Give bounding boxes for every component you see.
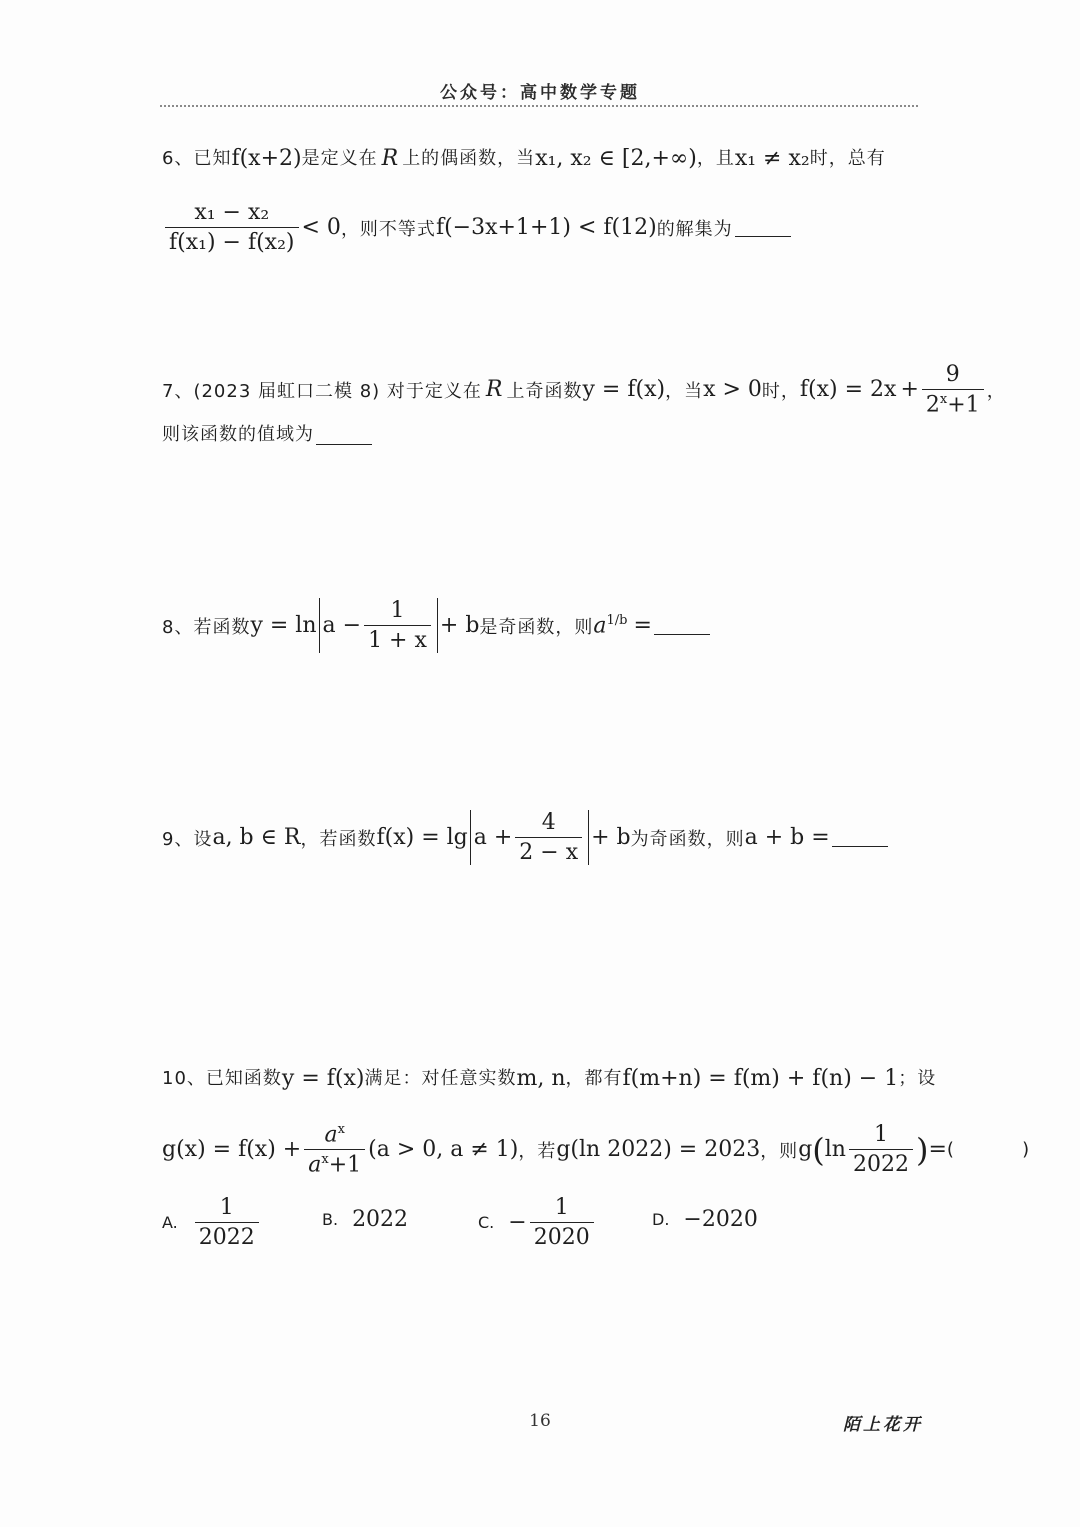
question-9 xyxy=(162,810,888,865)
q10-condition: (a > 0, a ≠ 1) xyxy=(368,1137,519,1163)
option-d[interactable] xyxy=(652,1207,758,1232)
q6-expr-3: x₁, x₂ ∈ [2,+∞) xyxy=(535,146,697,171)
q10-text-1: 满足：对任意实数 xyxy=(364,1068,517,1089)
option-a-letter: A. xyxy=(162,1213,178,1232)
q10-g: g xyxy=(798,1137,813,1163)
q10-expr-5: g(ln 2022) = 2023 xyxy=(556,1137,761,1163)
q9-text-1: ，若函数 xyxy=(300,828,377,850)
q6-text-1: 是定义在 xyxy=(301,148,378,169)
option-c-denominator: 2020 xyxy=(530,1222,594,1250)
q6-fraction-denominator: f(x₁) − f(x₂) xyxy=(165,227,299,255)
option-c-letter: C. xyxy=(478,1213,495,1232)
q10-expr-2: m, n xyxy=(516,1066,566,1091)
q9-expr-4: a + b = xyxy=(744,825,830,850)
q6-answer-blank[interactable] xyxy=(735,218,791,237)
q10-answer-paren[interactable]: ( ) xyxy=(946,1139,1031,1161)
q10-fraction-denominator: $a^x+1$ xyxy=(304,1149,365,1177)
q7-expr-2: y = f(x) xyxy=(582,377,666,403)
q7-text-4: ， xyxy=(986,380,1006,402)
q6-expr-5-exponent: x+1 xyxy=(485,215,530,240)
q7-expr-1: R xyxy=(485,377,503,403)
q6-text-3: ，且 xyxy=(696,148,735,169)
question-7-line-1 xyxy=(162,362,1006,417)
q8-expr-2: + b xyxy=(439,613,480,638)
q8-power-exponent: 1/b xyxy=(606,612,628,628)
option-c-numerator: 1 xyxy=(554,1195,569,1220)
q6-text-6: 的解集为 xyxy=(656,218,733,240)
q9-text-2: 为奇函数，则 xyxy=(630,828,745,850)
q6-expr-4: x₁ ≠ x₂ xyxy=(734,146,810,171)
q9-fraction-denominator: 2 − x xyxy=(515,837,582,865)
q8-power-base: a xyxy=(593,613,607,639)
question-6-line-1 xyxy=(162,145,886,173)
q6-expr-1: f(x+2) xyxy=(231,146,302,171)
option-a-denominator: 2022 xyxy=(195,1222,259,1250)
q9-abs-a: a + xyxy=(473,825,513,850)
q6-text-2: 上的偶函数，当 xyxy=(402,148,536,169)
q8-equals: = xyxy=(633,613,652,638)
q8-fraction xyxy=(364,598,431,653)
q8-answer-blank[interactable] xyxy=(654,616,710,635)
q7-fraction xyxy=(922,362,984,417)
option-c-fraction xyxy=(530,1195,594,1250)
q10-text-4: ，若 xyxy=(518,1140,557,1162)
header-divider xyxy=(160,105,918,107)
q10-expr-1: y = f(x) xyxy=(281,1066,365,1091)
q8-text-1: 是奇函数，则 xyxy=(479,616,594,638)
q7-expr-4-a: f(x) = 2 xyxy=(799,377,885,403)
q8-absolute-value xyxy=(319,598,438,653)
option-a-fraction xyxy=(195,1195,259,1250)
q9-fraction xyxy=(515,810,582,865)
q10-fraction-2-numerator: 1 xyxy=(873,1122,888,1148)
q10-fraction-2 xyxy=(849,1122,913,1177)
q9-expr-1: a, b ∈ R xyxy=(212,825,301,850)
question-6-line-2 xyxy=(162,200,791,255)
q10-text-2: ，都有 xyxy=(565,1068,623,1089)
option-b-letter: B. xyxy=(322,1210,339,1229)
q9-prefix: 9、设 xyxy=(162,828,213,850)
q10-fraction-2-denominator: 2022 xyxy=(849,1149,913,1177)
question-7-line-2 xyxy=(162,421,372,449)
footer-signature: 陌上花开 xyxy=(843,1415,923,1435)
q7-fraction-numerator: 9 xyxy=(945,362,960,387)
q6-text-4: 时，总有 xyxy=(809,148,886,169)
option-a-numerator: 1 xyxy=(219,1195,234,1220)
q9-expr-3: + b xyxy=(591,825,631,850)
option-b-value: 2022 xyxy=(352,1207,409,1232)
q7-prefix: 7、(2023 届虹口二模 8) 对于定义在 xyxy=(162,380,482,402)
q10-ln: ln xyxy=(824,1137,846,1163)
q8-abs-a: a − xyxy=(322,613,362,638)
q10-prefix: 10、已知函数 xyxy=(162,1068,282,1089)
q6-inequality: < 0 xyxy=(301,215,341,240)
question-10-line-2: g(x) = f(x) + $\frac{a^x}{a^x+1}$ (a > 0, a ≠ 1) ，若 g(ln 2022) = 2023 ，则 g ( ln $\frac{1}{2022}$ ) = ( ) xyxy=(162,1122,1031,1178)
q6-expr-5-a: f(−3 xyxy=(435,215,486,240)
q9-fraction-numerator: 4 xyxy=(541,810,556,835)
q6-text-5: ，则不等式 xyxy=(340,218,436,240)
option-c-sign: − xyxy=(508,1210,527,1235)
q10-fraction-numerator: $a^x$ xyxy=(324,1122,345,1148)
q7-text-2: ，当 xyxy=(665,380,704,402)
q6-prefix: 6、已知 xyxy=(162,148,232,169)
q6-expr-5-b: +1) < f(12) xyxy=(529,215,657,240)
option-d-letter: D. xyxy=(652,1210,670,1229)
q7-plus: + xyxy=(900,377,919,403)
q7-expr-4-exponent: x xyxy=(884,377,897,403)
option-b[interactable] xyxy=(322,1207,408,1232)
question-10-line-1 xyxy=(162,1065,936,1093)
q7-text-1: 上奇函数 xyxy=(506,380,583,402)
q9-expr-2: f(x) = lg xyxy=(376,825,468,850)
question-8 xyxy=(162,598,710,653)
q10-expr-3: f(m+n) = f(m) + f(n) − 1 xyxy=(622,1066,899,1091)
page-number: 16 xyxy=(529,1411,551,1431)
q8-expr-1: y = ln xyxy=(250,613,317,638)
q10-text-3: ；设 xyxy=(898,1068,937,1089)
option-c[interactable] xyxy=(478,1195,597,1250)
q7-answer-blank[interactable] xyxy=(316,426,372,445)
q10-fraction xyxy=(304,1122,365,1178)
q7-text-3: 时， xyxy=(761,380,800,402)
q7-text-5: 则该函数的值域为 xyxy=(162,424,314,445)
option-d-value: −2020 xyxy=(683,1207,758,1232)
q10-text-5: ，则 xyxy=(760,1140,799,1162)
q6-fraction-numerator: x₁ − x₂ xyxy=(194,200,270,225)
q8-fraction-numerator: 1 xyxy=(390,598,405,623)
q9-absolute-value xyxy=(470,810,589,865)
q8-prefix: 8、若函数 xyxy=(162,616,251,638)
q7-expr-3: x > 0 xyxy=(703,377,762,403)
option-a[interactable] xyxy=(162,1195,262,1250)
q9-answer-blank[interactable] xyxy=(832,828,888,847)
header-title: 公众号：高中数学专题 xyxy=(440,83,640,103)
q6-expr-2: R xyxy=(381,146,399,171)
q6-fraction xyxy=(165,200,299,255)
q7-fraction-denominator: $2^x+1$ xyxy=(922,389,984,417)
q10-equals: = xyxy=(928,1137,947,1163)
q10-expr-4: g(x) = f(x) + xyxy=(162,1137,302,1163)
q8-fraction-denominator: 1 + x xyxy=(364,625,431,653)
